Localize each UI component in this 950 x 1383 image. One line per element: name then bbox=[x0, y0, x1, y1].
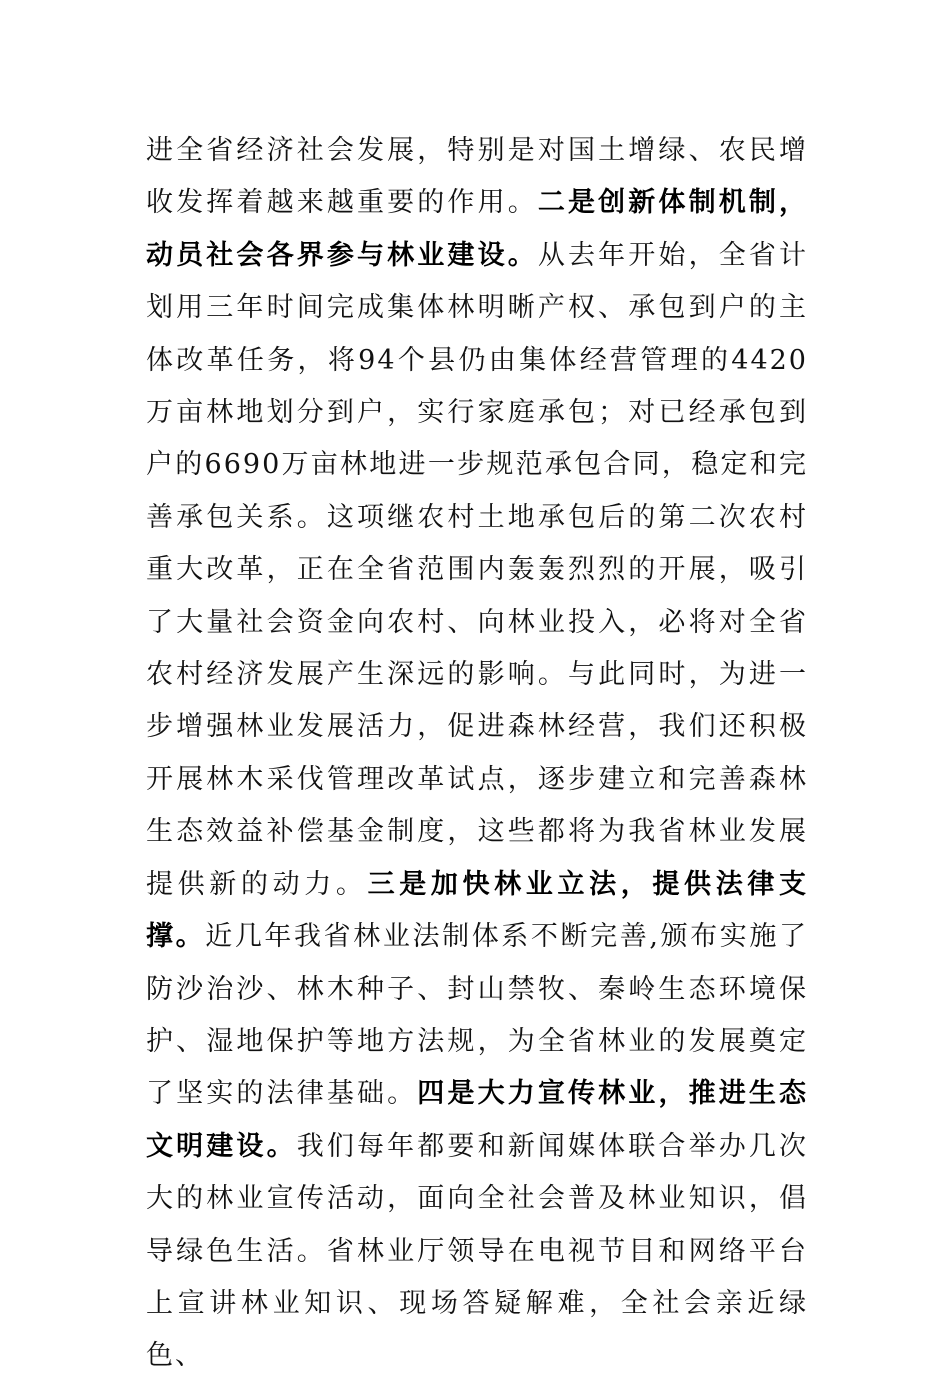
text-run: 从去年开始，全省计划用三年时间完成集体林明晰产权、承包到户的主体改革任务，将94个县仍由集体经营管理的4420万亩林地划分到户，实行家庭承包；对已经承包到户的6690万亩林地进一步规范承包合同，稳定和完善承包关系。这项继农村土地承包后的第二次农村重大改革，正在全省范围内轰轰烈烈的开展，吸引了大量社会资金向农村、向林业投入，必将对全省农村经济发展产生深远的影响。与此同时，为进一步增强林业发展活力，促进森林经营，我们还积极开展林木采伐管理改革试点，逐步建立和完善森林生态效益补偿基金制度，这些都将为我省林业发展提供新的动力。 bbox=[146, 239, 809, 900]
text-run: 进全省经济社会发展，特别是对国土增绿、农民增收发挥着越来越重要的作用。 bbox=[146, 135, 808, 219]
text-run: 近几年我省林业法制体系不断完善,颁布实施了防沙治沙、林木种子、封山禁牧、秦岭生态环境保护、湿地保护等地方法规，为全省林业的发展奠定了坚实的法律基础。 bbox=[146, 921, 808, 1110]
bold-heading-run: 三是加快林业立法，提供法律支撑。 bbox=[146, 868, 809, 953]
body-paragraph bbox=[146, 125, 808, 1383]
bold-heading-run: 二是创新体制机制，动员社会各界参与林业建设。 bbox=[146, 187, 809, 271]
bold-heading-run: 四是大力宣传林业，推进生态文明建设。 bbox=[146, 1078, 809, 1162]
text-run: 我们每年都要和新闻媒体联合举办几次大的林业宣传活动，面向全社会普及林业知识，倡导绿色生活。省林业厅领导在电视节目和网络平台上宣讲林业知识、现场答疑解难，全社会亲近绿色、 bbox=[146, 1130, 809, 1372]
